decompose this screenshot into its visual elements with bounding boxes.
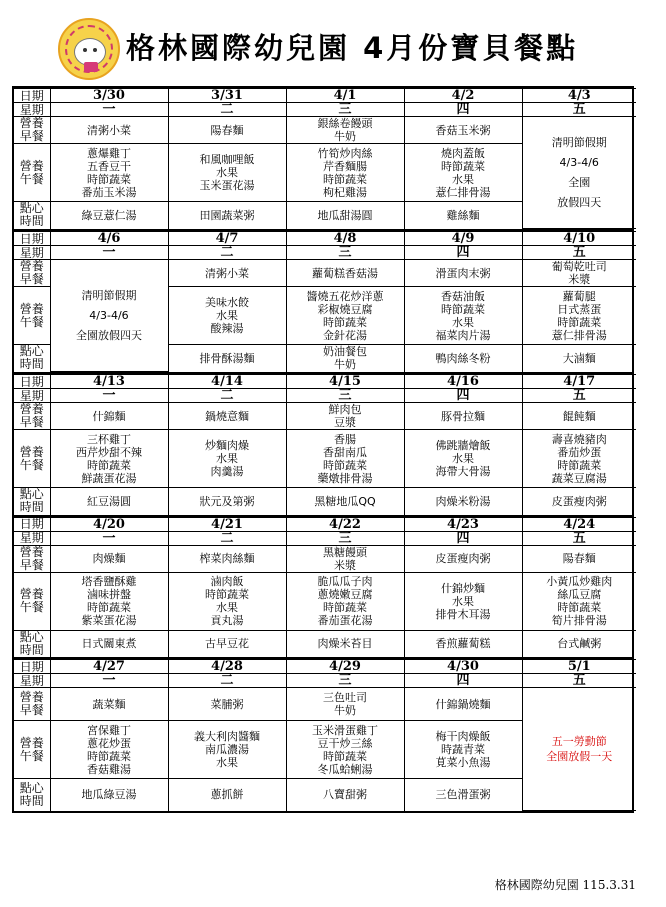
weekday-cell: 五: [522, 389, 636, 403]
date-cell: 5/1: [522, 660, 636, 674]
date-row: [14, 89, 636, 103]
weekday-cell: 一: [50, 103, 168, 117]
snack-cell: 紅豆湯圓: [50, 488, 168, 515]
lunch-cell: 小黃瓜炒雞肉 絲瓜豆腐 時節蔬菜 筍片排骨湯: [522, 572, 636, 630]
snack-cell: 地瓜綠豆湯: [50, 779, 168, 811]
snack-cell: 雞絲麵: [404, 202, 522, 229]
lunch-row: [14, 572, 636, 630]
breakfast-cell: 滑蛋肉末粥: [404, 260, 522, 287]
breakfast-label: 營養早餐: [14, 545, 50, 572]
lunch-cell: 炒麵肉燥 水果 肉羹湯: [168, 430, 286, 488]
date-cell: 3/30: [50, 89, 168, 103]
lunch-cell: 梅干肉燥飯 時蔬青菜 莧菜小魚湯: [404, 721, 522, 779]
snack-cell: 綠豆薏仁湯: [50, 202, 168, 229]
date-cell: 4/1: [286, 89, 404, 103]
weekday-cell: 一: [50, 246, 168, 260]
week-block: [14, 231, 632, 374]
page-title: 格林國際幼兒園 4月份寶貝餐點: [126, 31, 579, 65]
holiday-notice: 清明節假期 4/3-4/6 全園 放假四天: [522, 117, 636, 229]
breakfast-row: [14, 688, 636, 721]
snack-label: 點心時間: [14, 630, 50, 657]
snack-cell: 三色滑蛋粥: [404, 779, 522, 811]
lunch-cell: 美味水餃 水果 酸辣湯: [168, 287, 286, 345]
date-label: 日期: [14, 232, 50, 246]
snack-row: [14, 630, 636, 657]
date-row: [14, 660, 636, 674]
lunch-cell: 醬燒五花炒洋蔥 彩椒燒豆腐 時節蔬菜 金針花湯: [286, 287, 404, 345]
weekday-label: 星期: [14, 103, 50, 117]
date-cell: 4/30: [404, 660, 522, 674]
lunch-cell: 香腸 香甜南瓜 時節蔬菜 藥燉排骨湯: [286, 430, 404, 488]
snack-cell: 黑糖地瓜QQ: [286, 488, 404, 515]
breakfast-label: 營養早餐: [14, 403, 50, 430]
week-block: [14, 88, 632, 231]
snack-label: 點心時間: [14, 488, 50, 515]
week-block: [14, 659, 632, 811]
lunch-label: 營養午餐: [14, 721, 50, 779]
snack-cell: 鴨肉絲冬粉: [404, 345, 522, 372]
snack-cell: 大滷麵: [522, 345, 636, 372]
date-cell: 4/2: [404, 89, 522, 103]
breakfast-cell: 陽春麵: [522, 545, 636, 572]
date-cell: 3/31: [168, 89, 286, 103]
weekday-row: [14, 531, 636, 545]
snack-cell: 地瓜甜湯圓: [286, 202, 404, 229]
date-cell: 4/13: [50, 375, 168, 389]
snack-cell: 排骨酥湯麵: [168, 345, 286, 372]
snack-label: 點心時間: [14, 202, 50, 229]
date-cell: 4/3: [522, 89, 636, 103]
lunch-cell: 竹筍炒肉絲 芹香麵腸 時節蔬菜 枸杞雞湯: [286, 144, 404, 202]
breakfast-row: [14, 403, 636, 430]
weekday-cell: 五: [522, 674, 636, 688]
lunch-cell: 什錦炒麵 水果 排骨木耳湯: [404, 572, 522, 630]
school-logo: [58, 18, 120, 80]
menu-table: [12, 86, 634, 813]
weekday-cell: 三: [286, 389, 404, 403]
weekday-cell: 一: [50, 531, 168, 545]
date-row: [14, 517, 636, 531]
snack-row: [14, 488, 636, 515]
snack-cell: 台式鹹粥: [522, 630, 636, 657]
date-cell: 4/6: [50, 232, 168, 246]
lunch-cell: 宮保雞丁 蔥花炒蛋 時節蔬菜 香菇雞湯: [50, 721, 168, 779]
weekday-label: 星期: [14, 674, 50, 688]
weekday-cell: 三: [286, 103, 404, 117]
breakfast-label: 營養早餐: [14, 117, 50, 144]
weekday-cell: 三: [286, 674, 404, 688]
breakfast-cell: 榨菜肉絲麵: [168, 545, 286, 572]
date-row: [14, 232, 636, 246]
date-cell: 4/15: [286, 375, 404, 389]
lunch-cell: 燒肉蓋飯 時節蔬菜 水果 薏仁排骨湯: [404, 144, 522, 202]
date-cell: 4/17: [522, 375, 636, 389]
weekday-cell: 二: [168, 531, 286, 545]
snack-label: 點心時間: [14, 345, 50, 372]
date-cell: 4/8: [286, 232, 404, 246]
lunch-cell: 塔香鹽酥雞 滷味拼盤 時節蔬菜 紫菜蛋花湯: [50, 572, 168, 630]
snack-cell: 香煎蘿蔔糕: [404, 630, 522, 657]
weekday-cell: 二: [168, 246, 286, 260]
date-cell: 4/27: [50, 660, 168, 674]
breakfast-cell: 鍋燒意麵: [168, 403, 286, 430]
breakfast-cell: 豚骨拉麵: [404, 403, 522, 430]
week-table: [14, 517, 636, 658]
breakfast-cell: 鮮肉包 豆漿: [286, 403, 404, 430]
snack-cell: 肉燥米粉湯: [404, 488, 522, 515]
snack-cell: 古早豆花: [168, 630, 286, 657]
date-cell: 4/28: [168, 660, 286, 674]
date-label: 日期: [14, 660, 50, 674]
breakfast-cell: 蘿蔔糕香菇湯: [286, 260, 404, 287]
weekday-cell: 四: [404, 389, 522, 403]
lunch-label: 營養午餐: [14, 572, 50, 630]
date-cell: 4/16: [404, 375, 522, 389]
breakfast-row: [14, 260, 636, 287]
weekday-cell: 四: [404, 531, 522, 545]
logo-eye: [83, 48, 87, 52]
breakfast-cell: 皮蛋瘦肉粥: [404, 545, 522, 572]
date-cell: 4/7: [168, 232, 286, 246]
lunch-label: 營養午餐: [14, 144, 50, 202]
lunch-cell: 和風咖哩飯 水果 玉米蛋花湯: [168, 144, 286, 202]
breakfast-cell: 三色吐司 牛奶: [286, 688, 404, 721]
week-block: [14, 374, 632, 517]
lunch-cell: 玉米滑蛋雞丁 豆干炒三絲 時節蔬菜 冬瓜蛤蜊湯: [286, 721, 404, 779]
weekday-cell: 五: [522, 531, 636, 545]
breakfast-cell: 銀絲卷饅頭 牛奶: [286, 117, 404, 144]
lunch-cell: 滷肉飯 時節蔬菜 水果 貢丸湯: [168, 572, 286, 630]
logo-bag: [84, 62, 98, 72]
lunch-cell: 蔥爆雞丁 五香豆干 時節蔬菜 番茄玉米湯: [50, 144, 168, 202]
date-cell: 4/10: [522, 232, 636, 246]
week-table: [14, 374, 636, 515]
weekday-cell: 四: [404, 246, 522, 260]
snack-cell: 皮蛋瘦肉粥: [522, 488, 636, 515]
weekday-cell: 五: [522, 103, 636, 117]
snack-cell: 八寶甜粥: [286, 779, 404, 811]
lunch-cell: 佛跳牆燴飯 水果 海帶大骨湯: [404, 430, 522, 488]
weekday-label: 星期: [14, 389, 50, 403]
snack-cell: 田園蔬菜粥: [168, 202, 286, 229]
holiday-notice: 清明節假期 4/3-4/6 全園放假四天: [50, 260, 168, 372]
lunch-label: 營養午餐: [14, 287, 50, 345]
breakfast-cell: 黑糖饅頭 米漿: [286, 545, 404, 572]
weekday-label: 星期: [14, 531, 50, 545]
holiday-notice: 五一勞動節 全園放假一天: [522, 688, 636, 811]
weekday-cell: 一: [50, 389, 168, 403]
weekday-cell: 二: [168, 103, 286, 117]
weekday-row: [14, 246, 636, 260]
date-cell: 4/9: [404, 232, 522, 246]
snack-cell: 狀元及第粥: [168, 488, 286, 515]
date-row: [14, 375, 636, 389]
breakfast-cell: 蔬菜麵: [50, 688, 168, 721]
date-cell: 4/21: [168, 517, 286, 531]
logo-eye: [93, 48, 97, 52]
lunch-cell: 三杯雞丁 西芹炒甜不辣 時節蔬菜 鮮蔬蛋花湯: [50, 430, 168, 488]
lunch-row: [14, 430, 636, 488]
weekday-label: 星期: [14, 246, 50, 260]
breakfast-cell: 菜脯粥: [168, 688, 286, 721]
breakfast-cell: 葡萄乾吐司 米漿: [522, 260, 636, 287]
breakfast-cell: 清粥小菜: [168, 260, 286, 287]
footer-signature: 格林國際幼兒園 115.3.31: [494, 878, 636, 892]
lunch-cell: 香菇油飯 時節蔬菜 水果 福菜肉片湯: [404, 287, 522, 345]
snack-cell: 日式關東煮: [50, 630, 168, 657]
week-block: [14, 517, 632, 660]
breakfast-cell: 香菇玉米粥: [404, 117, 522, 144]
breakfast-row: [14, 117, 636, 144]
breakfast-cell: 什錦鍋燒麵: [404, 688, 522, 721]
snack-cell: 肉燥米苔目: [286, 630, 404, 657]
breakfast-label: 營養早餐: [14, 260, 50, 287]
breakfast-row: [14, 545, 636, 572]
date-cell: 4/20: [50, 517, 168, 531]
breakfast-cell: 清粥小菜: [50, 117, 168, 144]
weekday-cell: 二: [168, 389, 286, 403]
weekday-cell: 三: [286, 246, 404, 260]
lunch-cell: 義大利肉醬麵 南瓜濃湯 水果: [168, 721, 286, 779]
breakfast-cell: 餛飩麵: [522, 403, 636, 430]
breakfast-label: 營養早餐: [14, 688, 50, 721]
weekday-cell: 二: [168, 674, 286, 688]
weekday-row: [14, 103, 636, 117]
date-label: 日期: [14, 517, 50, 531]
date-cell: 4/24: [522, 517, 636, 531]
date-label: 日期: [14, 89, 50, 103]
header: [0, 0, 666, 84]
date-cell: 4/22: [286, 517, 404, 531]
lunch-label: 營養午餐: [14, 430, 50, 488]
week-table: [14, 88, 636, 229]
breakfast-cell: 陽春麵: [168, 117, 286, 144]
weekday-cell: 四: [404, 674, 522, 688]
weekday-cell: 五: [522, 246, 636, 260]
lunch-cell: 脆瓜瓜子肉 蔥燒嫩豆腐 時節蔬菜 番茄蛋花湯: [286, 572, 404, 630]
week-table: [14, 231, 636, 372]
week-table: [14, 659, 636, 811]
lunch-cell: 蘿蔔腿 日式蒸蛋 時節蔬菜 薏仁排骨湯: [522, 287, 636, 345]
date-cell: 4/23: [404, 517, 522, 531]
breakfast-cell: 什錦麵: [50, 403, 168, 430]
date-label: 日期: [14, 375, 50, 389]
lunch-cell: 壽喜燒豬肉 番茄炒蛋 時節蔬菜 蔬菜豆腐湯: [522, 430, 636, 488]
snack-label: 點心時間: [14, 779, 50, 811]
weekday-cell: 四: [404, 103, 522, 117]
breakfast-cell: 肉燥麵: [50, 545, 168, 572]
snack-cell: 奶油餐包 牛奶: [286, 345, 404, 372]
weekday-cell: 一: [50, 674, 168, 688]
weekday-cell: 三: [286, 531, 404, 545]
snack-cell: 蔥抓餅: [168, 779, 286, 811]
weekday-row: [14, 389, 636, 403]
weekday-row: [14, 674, 636, 688]
date-cell: 4/14: [168, 375, 286, 389]
date-cell: 4/29: [286, 660, 404, 674]
